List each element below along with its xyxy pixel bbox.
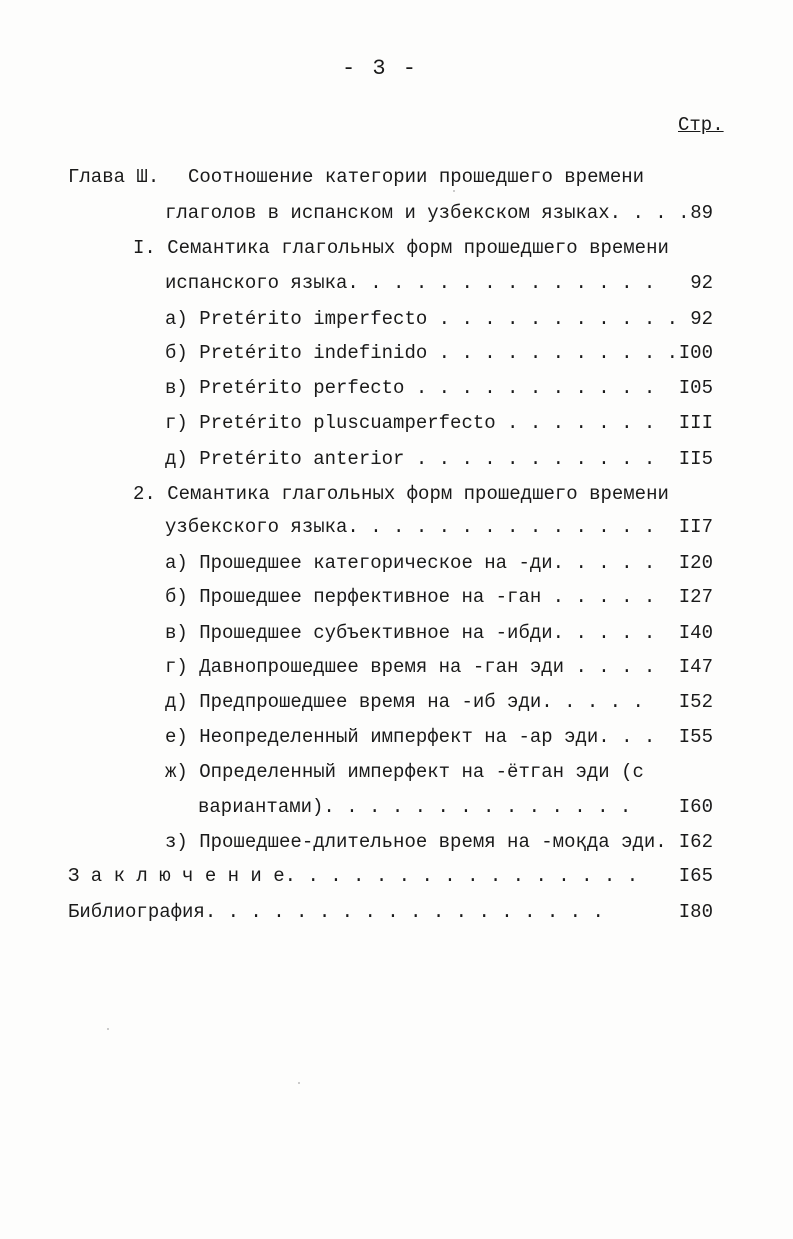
chapter-page: 89 xyxy=(690,202,713,224)
toc-entry xyxy=(0,827,793,857)
toc-entry-text: б) Pretérito indefinido . . . . . . . . . . . xyxy=(165,342,679,364)
scan-speck xyxy=(107,1028,109,1030)
toc-entry xyxy=(0,582,793,612)
toc-entry xyxy=(0,652,793,682)
toc-entry-page: II5 xyxy=(678,448,713,470)
chapter-title-row-2 xyxy=(0,198,793,228)
toc-entry-text: г) Давнопрошедшее время на -ган эди . . . . xyxy=(165,656,656,678)
toc-entry-zh-line1 xyxy=(0,757,793,787)
toc-entry-page: I05 xyxy=(678,377,713,399)
toc-entry xyxy=(0,408,793,438)
page-number: - 3 - xyxy=(341,56,418,81)
bibliography-text: Библиография. . . . . . . . . . . . . . . . . . xyxy=(68,901,604,923)
scan-speck xyxy=(453,190,455,192)
toc-entry xyxy=(0,618,793,648)
toc-entry-text: в) Pretérito perfecto . . . . . . . . . . . xyxy=(165,377,656,399)
toc-entry xyxy=(0,304,793,334)
toc-entry-page: I00 xyxy=(678,342,713,364)
toc-entry-text: а) Pretérito imperfecto . . . . . . . . . . . xyxy=(165,308,679,330)
chapter-title-row xyxy=(0,162,793,192)
section1-page: 92 xyxy=(690,272,713,294)
chapter-title-line2: глаголов в испанском и узбекском языках. . . . xyxy=(165,202,690,224)
toc-entry-page: I47 xyxy=(678,656,713,678)
toc-entry-page: III xyxy=(678,412,713,434)
conclusion-entry xyxy=(0,861,793,891)
section2-title-row-2 xyxy=(0,512,793,542)
toc-entry xyxy=(0,444,793,474)
chapter-label: Глава Ш. xyxy=(68,166,160,188)
section1-title-row xyxy=(0,233,793,263)
toc-entry xyxy=(0,687,793,717)
toc-entry-page: I55 xyxy=(678,726,713,748)
chapter-title-line1: Соотношение категории прошедшего времени xyxy=(188,166,645,188)
toc-entry xyxy=(0,338,793,368)
section2-title-line2: узбекского языка. . . . . . . . . . . . . . xyxy=(165,516,656,538)
section2-title-row xyxy=(0,479,793,509)
toc-entry-text: в) Прошедшее субъективное на -ибди. . . . . xyxy=(165,622,656,644)
toc-entry-page: I60 xyxy=(678,796,713,818)
toc-entry-text: а) Прошедшее категорическое на -ди. . . . . xyxy=(165,552,656,574)
toc-entry-text: д) Pretérito anterior . . . . . . . . . . . xyxy=(165,448,656,470)
toc-entry-zh-line2 xyxy=(0,792,793,822)
section2-page: II7 xyxy=(678,516,713,538)
toc-entry-page: I40 xyxy=(678,622,713,644)
toc-entry xyxy=(0,722,793,752)
toc-entry-page: 92 xyxy=(690,308,713,330)
section1-title-line1: I. Семантика глагольных форм прошедшего времени xyxy=(133,237,669,259)
bibliography-entry xyxy=(0,897,793,927)
toc-entry-page: I27 xyxy=(678,586,713,608)
toc-entry-page: I20 xyxy=(678,552,713,574)
toc-entry-text: з) Прошедшее-длительное время на -моқда эди. xyxy=(165,831,667,853)
conclusion-page: I65 xyxy=(678,865,713,887)
section2-title-line1: 2. Семантика глагольных форм прошедшего времени xyxy=(133,483,669,505)
toc-entry-text: д) Предпрошедшее время на -иб эди. . . . . xyxy=(165,691,644,713)
toc-entry xyxy=(0,373,793,403)
toc-entry-page: I62 xyxy=(678,831,713,853)
section1-title-line2: испанского языка. . . . . . . . . . . . . . xyxy=(165,272,656,294)
scan-speck xyxy=(298,1082,300,1084)
toc-entry-text: е) Неопределенный имперфект на -ар эди. . . xyxy=(165,726,656,748)
bibliography-page: I80 xyxy=(678,901,713,923)
toc-entry-text: вариантами). . . . . . . . . . . . . . xyxy=(198,796,632,818)
toc-entry-text: б) Прошедшее перфективное на -ган . . . . . xyxy=(165,586,656,608)
section1-title-row-2 xyxy=(0,268,793,298)
toc-entry-text: ж) Определенный имперфект на -ётган эди (с xyxy=(165,761,644,783)
toc-entry xyxy=(0,548,793,578)
toc-entry-page: I52 xyxy=(678,691,713,713)
page-column-header: Стр. xyxy=(678,114,724,136)
toc-entry-text: г) Pretérito pluscuamperfecto . . . . . . . xyxy=(165,412,656,434)
conclusion-text: З а к л ю ч е н и е. . . . . . . . . . . . . . . . xyxy=(68,865,639,887)
